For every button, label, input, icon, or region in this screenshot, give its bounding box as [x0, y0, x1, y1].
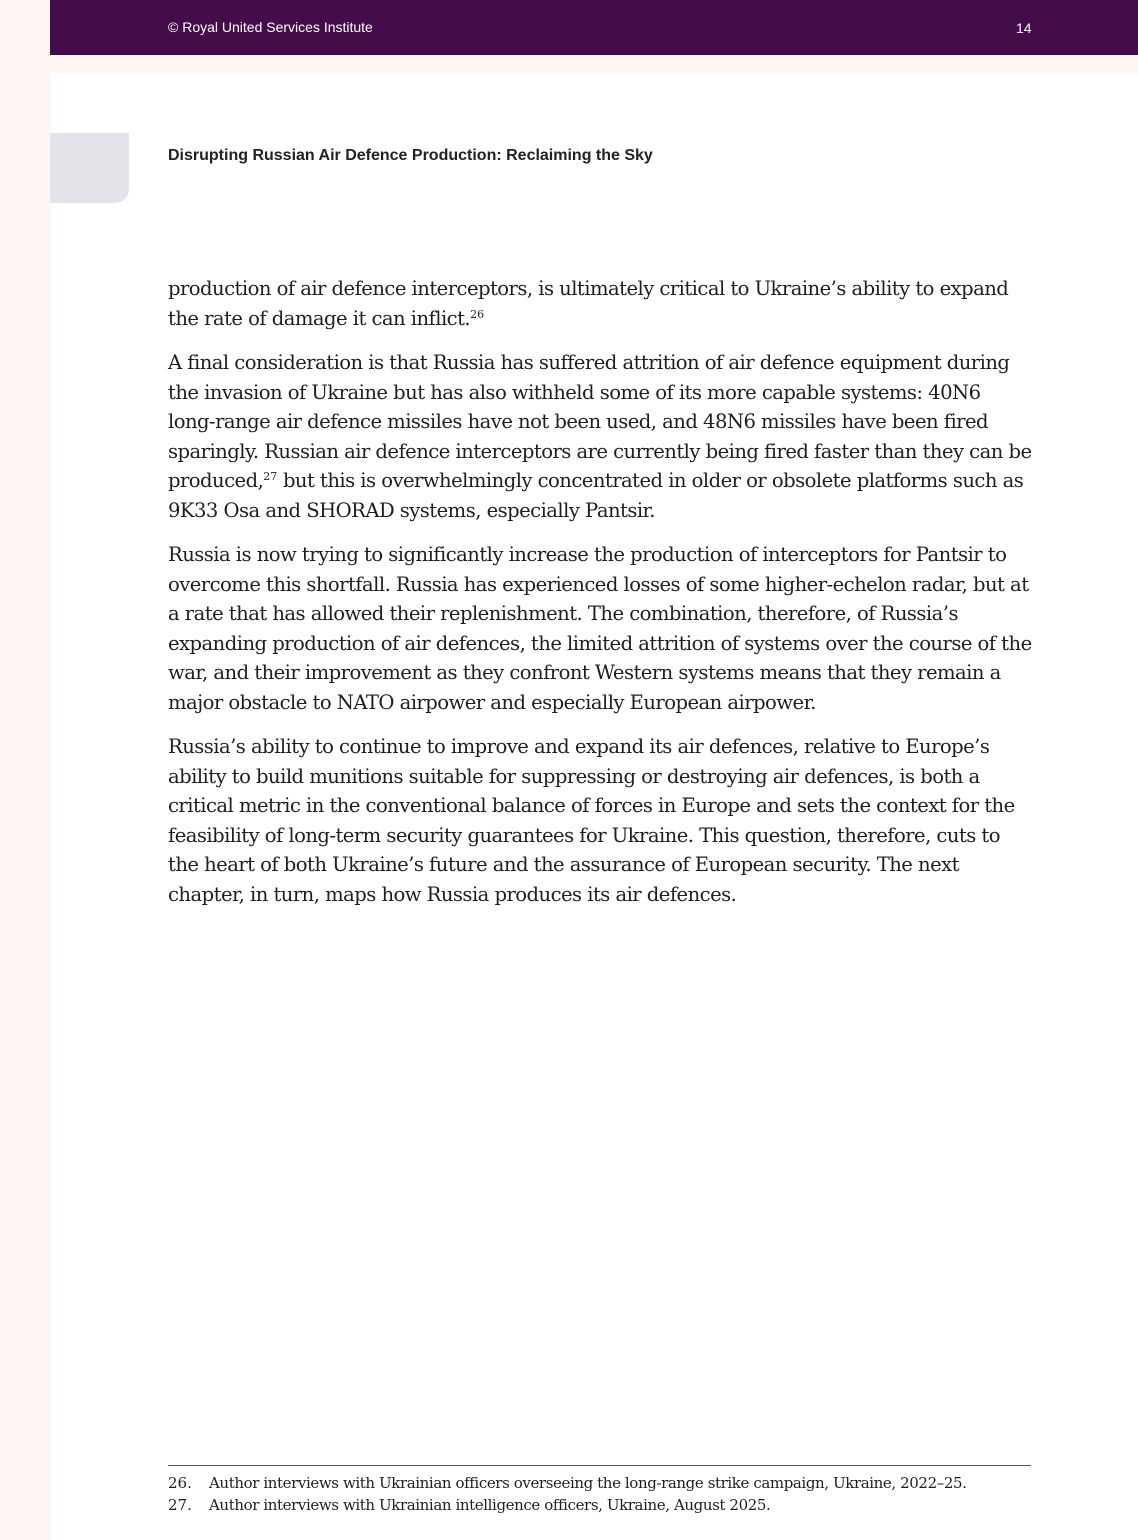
footnotes: [168, 1465, 1031, 1516]
footnote-ref-26[interactable]: 26: [470, 307, 485, 321]
footnote-26: [168, 1472, 1031, 1494]
running-title: Disrupting Russian Air Defence Production: Reclaiming the Sky: [168, 147, 653, 164]
paragraph: [168, 540, 1033, 717]
copyright-notice: © Royal United Services Institute: [168, 19, 373, 35]
body-text: [168, 274, 1033, 924]
paragraph-text: production of air defence interceptors, is ultimately critical to Ukraine’s ability to expand the rate of damage it can inflict.: [168, 277, 1009, 330]
paragraph: [168, 274, 1033, 333]
footnote-text: Author interviews with Ukrainian intelligence officers, Ukraine, August 2025.: [209, 1496, 771, 1514]
footnote-27: [168, 1494, 1031, 1516]
footnote-number: 26.: [168, 1474, 192, 1492]
paragraph-text: A final consideration is that Russia has suffered attrition of air defence equipment during the invasion of Ukraine but has also withheld some of its more capable systems: 40N6 long-range air defence missiles have not been used, and 48N6 missiles have been fired sparingly. Russian air defence interceptors are currently being fired faster than they can be produced,: [168, 351, 1032, 492]
page: [50, 73, 1138, 1540]
paragraph-text-continued: but this is overwhelmingly concentrated in older or obsolete platforms such as 9K33 Osa and SHORAD systems, especially Pantsir.: [168, 469, 1024, 522]
paragraph-text: Russia’s ability to continue to improve and expand its air defences, relative to Europe’s ability to build munitions suitable for suppressing or destroying air defences, is both a critical metric in the conventional balance of forces in Europe and sets the context for the feasibility of long-term security guarantees for Ukraine. This question, therefore, cuts to the heart of both Ukraine’s future and the assurance of European security. The next chapter, in turn, maps how Russia produces its air defences.: [168, 735, 1015, 906]
section-tab-marker: [50, 133, 129, 203]
paragraph: [168, 732, 1033, 909]
page-number: 14: [1016, 20, 1032, 36]
footnote-number: 27.: [168, 1496, 192, 1514]
paragraph: [168, 348, 1033, 525]
footnote-ref-27[interactable]: 27: [263, 470, 278, 483]
header-bar: [50, 0, 1138, 55]
footnote-text: Author interviews with Ukrainian officers overseeing the long-range strike campaign, Ukraine, 2022–25.: [209, 1474, 967, 1492]
paragraph-text: Russia is now trying to significantly increase the production of interceptors for Pantsir to overcome this shortfall. Russia has experienced losses of some higher-echelon radar, but at a rate that has allowed their replenishment. The combination, therefore, of Russia’s expanding production of air defences, the limited attrition of systems over the course of the war, and their improvement as they confront Western systems means that they remain a major obstacle to NATO airpower and especially European airpower.: [168, 543, 1032, 714]
